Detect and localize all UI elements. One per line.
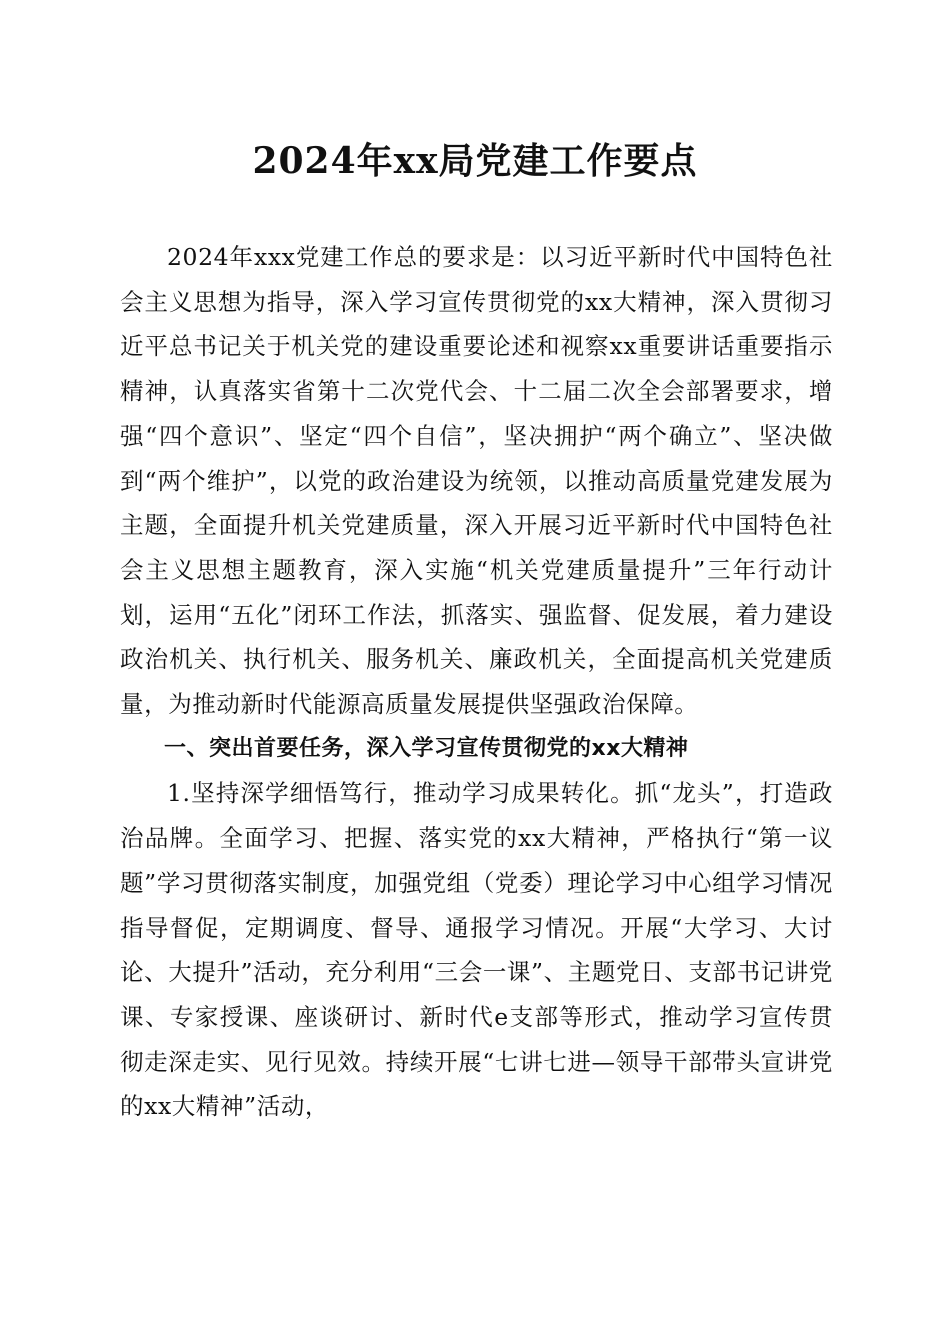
section-1-paragraph-1: 1.坚持深学细悟笃行，推动学习成果转化。抓“龙头”，打造政治品牌。全面学习、把握、落实党的xx大精神，严格执行“第一议题”学习贯彻落实制度，加强党组（党委）理论学习中心组学习情况指导督促，定期调度、督导、通报学习情况。开展“大学习、大讨论、大提升”活动，充分利用“三会一课”、主题党日、支部书记讲党课、专家授课、座谈研讨、新时代e支部等形式，推动学习宣传贯彻走深走实、见行见效。持续开展“七讲七进—领导干部带头宣讲党的xx大精神”活动， (120, 779, 833, 1121)
document-body (120, 235, 833, 1129)
document-title: 2024年xx局党建工作要点 (252, 140, 698, 182)
intro-paragraph: 2024年xxx党建工作总的要求是：以习近平新时代中国特色社会主义思想为指导，深入学习宣传贯彻党的xx大精神，深入贯彻习近平总书记关于机关党的建设重要论述和视察xx重要讲话重要指示精神，认真落实省第十二次党代会、十二届二次全会部署要求，增强“四个意识”、坚定“四个自信”，坚决拥护“两个确立”、坚决做到“两个维护”，以党的政治建设为统领，以推动高质量党建发展为主题，全面提升机关党建质量，深入开展习近平新时代中国特色社会主义思想主题教育，深入实施“机关党建质量提升”三年行动计划，运用“五化”闭环工作法，抓落实、强监督、促发展，着力建设政治机关、执行机关、服务机关、廉政机关，全面提高机关党建质量，为推动新时代能源高质量发展提供坚强政治保障。 (120, 243, 833, 719)
section-heading-1: 一、突出首要任务，深入学习宣传贯彻党的xx大精神 (164, 735, 689, 761)
